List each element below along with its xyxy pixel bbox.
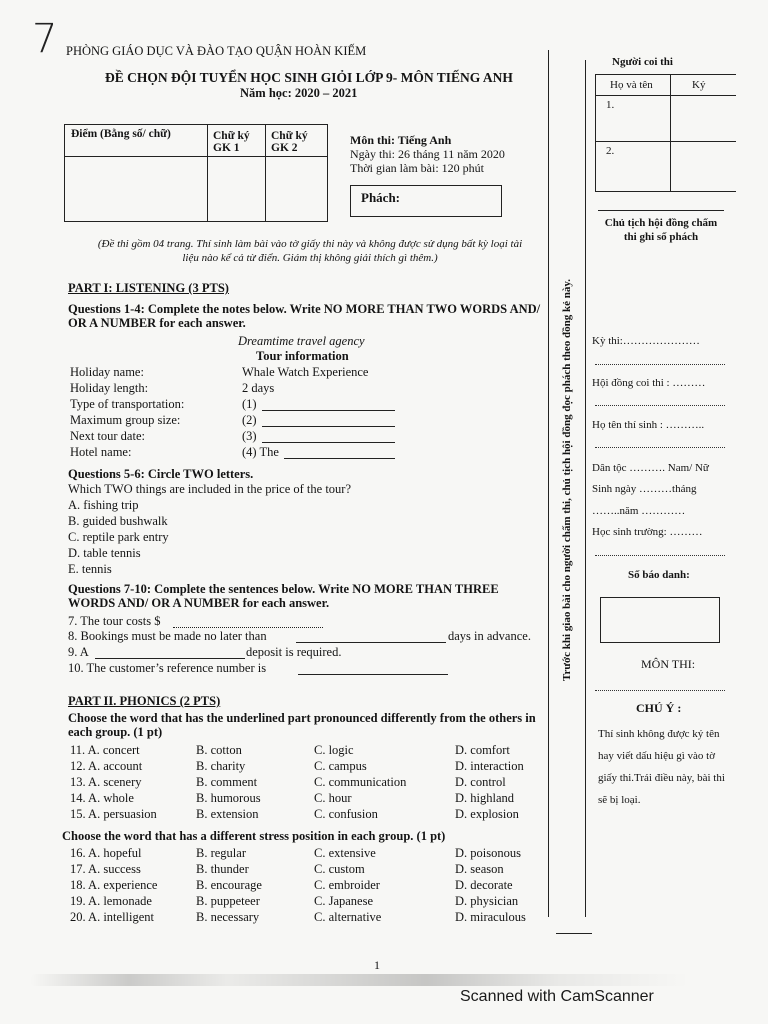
dotted-line	[595, 447, 725, 448]
answer-option: D. highland	[455, 791, 515, 805]
answer-option: 18. A. experience	[70, 878, 158, 892]
info-value: 2 days	[242, 381, 275, 395]
answer-option: C. custom	[314, 862, 365, 876]
invigilator-row-1: 1.	[606, 99, 615, 111]
answer-option: B. thunder	[196, 862, 249, 876]
answer-blank-7[interactable]	[173, 627, 323, 628]
answer-option: C. Japanese	[314, 894, 374, 908]
answer-option: 12. A. account	[70, 759, 143, 773]
col-sign: Ký	[692, 79, 706, 91]
option-item: A. fishing trip	[68, 498, 139, 512]
sentence-9-start: 9. A	[68, 645, 89, 659]
dan-toc: Dân tộc ………. Nam/ Nữ	[592, 462, 709, 474]
exam-duration: Thời gian làm bài: 120 phút	[350, 161, 484, 175]
answer-option: D. poisonous	[455, 846, 521, 860]
answer-blank-3[interactable]	[262, 442, 395, 443]
scan-smudge	[30, 974, 690, 986]
answer-option: B. comment	[196, 775, 258, 789]
ho-ten: Họ tên thí sinh : ………..	[592, 419, 705, 431]
answer-option: D. decorate	[455, 878, 513, 892]
part2-heading: PART II. PHONICS (2 PTS)	[68, 694, 221, 708]
stress-instruction: Choose the word that has a different stress position in each group. (1 pt)	[62, 829, 446, 843]
answer-option: C. communication	[314, 775, 407, 789]
answer-option: 16. A. hopeful	[70, 846, 142, 860]
answer-option: C. alternative	[314, 910, 382, 924]
ky-thi: Kỳ thi:…………………	[592, 335, 700, 347]
option-item: B. guided bushwalk	[68, 514, 168, 528]
hoi-dong: Hội đồng coi thi : ………	[592, 377, 706, 389]
q7-10-instruction: Questions 7-10: Complete the sentences below. Write NO MORE THAN THREE WORDS AND/ OR A NUMBER for each answer.	[68, 582, 499, 610]
so-bao-danh: Số báo danh:	[628, 569, 690, 581]
answer-option: 11. A. concert	[70, 743, 140, 757]
candidate-number-box[interactable]	[600, 597, 720, 643]
option-item: D. table tennis	[68, 546, 141, 560]
fold-line	[548, 50, 549, 917]
nam-sinh: ……..năm …………	[592, 505, 686, 517]
answer-option: C. campus	[314, 759, 367, 773]
dotted-line	[595, 690, 725, 691]
dotted-line	[595, 405, 725, 406]
answer-option: B. puppeteer	[196, 894, 260, 908]
info-value: Whale Watch Experience	[242, 365, 369, 379]
scanner-watermark: Scanned with CamScanner	[460, 988, 654, 1005]
answer-option: 15. A. persuasion	[70, 807, 157, 821]
info-label: Holiday length:	[70, 381, 149, 395]
chu-y-text: Thí sinh không được ký tên hay viết dấu hiệu gì vào tờ giấy thi.Trái điều này, bài thi sẽ bị loại.	[598, 728, 725, 806]
answer-option: B. encourage	[196, 878, 262, 892]
answer-option: D. comfort	[455, 743, 510, 757]
info-value: (2)	[242, 413, 257, 427]
answer-blank-4[interactable]	[284, 458, 395, 459]
exam-title: ĐỀ CHỌN ĐỘI TUYỂN HỌC SINH GIỎI LỚP 9- MÔN TIẾNG ANH	[105, 70, 513, 85]
answer-option: D. explosion	[455, 807, 519, 821]
answer-option: 14. A. whole	[70, 791, 134, 805]
chu-y: CHÚ Ý :	[636, 701, 682, 715]
sentence-10: 10. The customer’s reference number is	[68, 661, 267, 675]
info-label: Next tour date:	[70, 429, 145, 443]
fold-line-note: Trước khi giao bài cho người chấm thi, chủ tịch hội đồng đọc phách theo đồng kẻ này.	[561, 278, 573, 682]
dotted-line	[595, 555, 725, 556]
answer-option: B. extension	[196, 807, 259, 821]
chairman-note: Chủ tịch hội đồng chấm thi ghi số phách	[604, 217, 718, 243]
info-label: Hotel name:	[70, 445, 132, 459]
exam-subject: Môn thi: Tiếng Anh	[350, 133, 452, 147]
answer-option: D. interaction	[455, 759, 524, 773]
answer-option: C. confusion	[314, 807, 378, 821]
school-year: Năm học: 2020 – 2021	[240, 86, 358, 100]
exam-info	[350, 133, 505, 175]
q5-6-instruction: Questions 5-6: Circle TWO letters.	[68, 467, 254, 481]
examiner1-label: Chữ ký GK 1	[213, 130, 250, 154]
sinh-ngay: Sinh ngày ………tháng	[592, 483, 697, 495]
info-label: Type of transportation:	[70, 397, 185, 411]
answer-option: B. necessary	[196, 910, 260, 924]
examiner2-label: Chữ ký GK 2	[271, 130, 308, 154]
option-item: C. reptile park entry	[68, 530, 169, 544]
answer-option: 17. A. success	[70, 862, 141, 876]
divider	[598, 210, 724, 211]
page-number: 1	[374, 958, 380, 972]
option-item: E. tennis	[68, 562, 112, 576]
answer-option: C. logic	[314, 743, 354, 757]
score-label: Điểm (Bằng số/ chữ)	[71, 128, 171, 140]
phonics-instruction: Choose the word that has the underlined part pronounced differently from the others in each group. (1 pt)	[68, 711, 536, 739]
answer-blank-2[interactable]	[262, 426, 395, 427]
info-value: (3)	[242, 429, 257, 443]
sentence-8-end: days in advance.	[448, 629, 531, 643]
exam-note: (Đề thi gồm 04 trang. Thí sinh làm bài vào tờ giấy thi này và không được sử dụng bất kỳ loại tài liệu nào kể cả từ điển. Giám thị không giải thích gì thêm.)	[97, 238, 523, 264]
answer-option: 20. A. intelligent	[70, 910, 155, 924]
bottom-mark	[556, 933, 592, 934]
answer-option: D. season	[455, 862, 504, 876]
answer-blank-8[interactable]	[296, 642, 446, 643]
q5-6-prompt: Which TWO things are included in the price of the tour?	[68, 482, 352, 496]
mon-thi: MÔN THI:	[641, 657, 696, 671]
answer-option: C. extensive	[314, 846, 376, 860]
score-box	[64, 124, 328, 222]
answer-option: D. miraculous	[455, 910, 526, 924]
answer-blank-10[interactable]	[298, 674, 448, 675]
answer-option: D. physician	[455, 894, 519, 908]
exam-date: Ngày thi: 26 tháng 11 năm 2020	[350, 147, 505, 161]
info-value: (1)	[242, 397, 257, 411]
answer-blank-1[interactable]	[262, 410, 395, 411]
answer-option: C. embroider	[314, 878, 380, 892]
part1-heading: PART I: LISTENING (3 PTS)	[68, 281, 229, 295]
invigilator-row-2: 2.	[606, 145, 615, 157]
answer-option: D. control	[455, 775, 506, 789]
answer-option: C. hour	[314, 791, 352, 805]
sentence-9-end: deposit is required.	[246, 645, 342, 659]
sentence-7: 7. The tour costs $	[68, 614, 161, 628]
invigilator-table	[595, 74, 736, 192]
agency-name: Dreamtime travel agency	[238, 334, 365, 348]
answer-option: B. humorous	[196, 791, 261, 805]
answer-option: B. regular	[196, 846, 246, 860]
invigilator-title: Người coi thi	[612, 56, 673, 68]
answer-option: B. cotton	[196, 743, 242, 757]
answer-option: 13. A. scenery	[70, 775, 142, 789]
answer-blank-9[interactable]	[95, 658, 245, 659]
dotted-line	[595, 364, 725, 365]
tour-info-heading: Tour information	[256, 349, 349, 363]
info-label: Maximum group size:	[70, 413, 181, 427]
col-name: Họ và tên	[610, 79, 653, 91]
info-value: (4) The	[242, 445, 279, 459]
phach-box: Phách:	[350, 185, 502, 217]
q1-4-instruction: Questions 1-4: Complete the notes below. Write NO MORE THAN TWO WORDS AND/ OR A NUMBER for each answer.	[68, 302, 541, 330]
fold-line-inner	[585, 60, 586, 917]
answer-option: B. charity	[196, 759, 246, 773]
handwritten-number: 7	[32, 16, 58, 62]
department-header: PHÒNG GIÁO DỤC VÀ ĐÀO TẠO QUẬN HOÀN KIẾM	[66, 44, 367, 58]
truong: Học sinh trường: ………	[592, 526, 703, 538]
info-label: Holiday name:	[70, 365, 144, 379]
sentence-8-start: 8. Bookings must be made no later than	[68, 629, 267, 643]
answer-option: 19. A. lemonade	[70, 894, 152, 908]
